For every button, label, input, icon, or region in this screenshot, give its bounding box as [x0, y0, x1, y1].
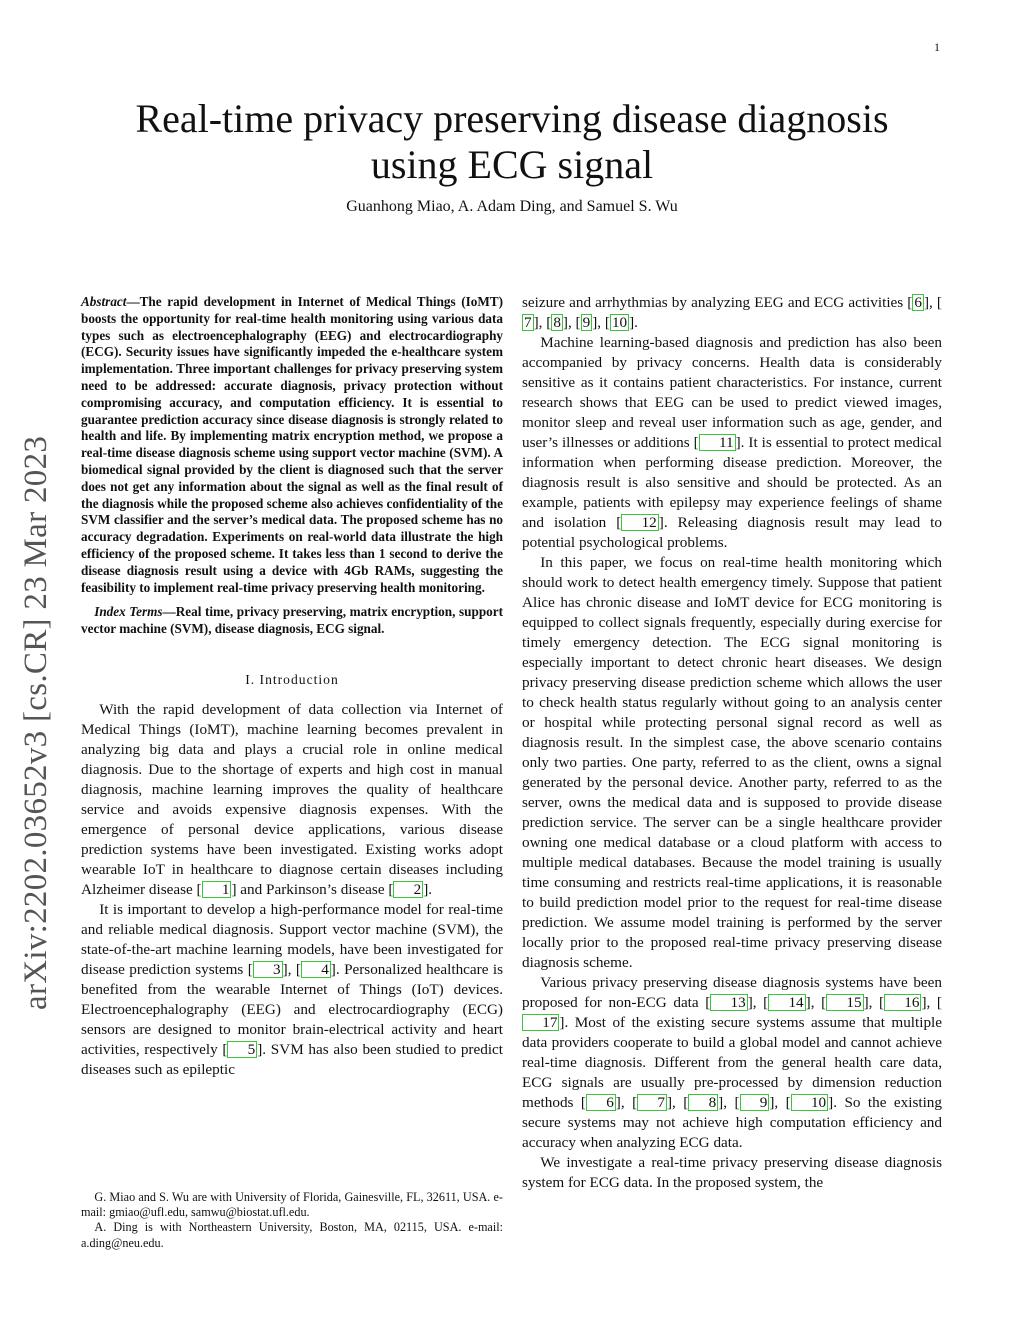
index-terms	[81, 604, 503, 638]
intro-paragraph-2: It is important to develop a high-performance model for real-time and reliable medical diagnosis. Support vector machine (SVM), the state-of-the-art machine learning models, have been investigated for disease prediction systems [ 3 ], [ 4 ]. Personalized healthcare is benefited from the wearable Internet of Things (IoT) devices. Electroencephalography (EEG) and electrocardiography (ECG) sensors are designed to monitor brain-electrical activity and heart activities, respectively [ 5 ]. SVM has also been studied to predict diseases such as epileptic	[81, 900, 504, 1078]
citation-link[interactable]: 12	[621, 514, 658, 531]
citation-link[interactable]: 9	[740, 1094, 770, 1111]
paragraph-text: Releasing diagnosis result may lead to potential psychological problems.	[522, 514, 942, 551]
citation-link[interactable]: 17	[522, 1014, 559, 1031]
right-paragraph-related-work: Various privacy preserving disease diagnosis systems have been proposed for non-ECG data [ 13 ], [ 14 ], [ 15 ], [ 16 ], [17 ]. Most of the existing secure systems assume that multiple data providers cooperate to build a global model and cannot achieve real-time diagnosis. Different from the general health care data, ECG signals are usually pre-processed by dimension reduction methods [ 6 ], [ 7 ], [ 8 ], [ 9 ], [ 10 ]. So the existing secure systems may not achieve high computation efficiency and accuracy when analyzing ECG data.	[522, 974, 942, 1151]
arxiv-identifier-stamp: arXiv:2202.03652v3 [cs.CR] 23 Mar 2023	[18, 435, 54, 1010]
paragraph-text: and Parkinson’s disease	[240, 880, 385, 898]
citation-link[interactable]: 15	[826, 994, 863, 1011]
citation-link[interactable]: 2	[393, 881, 423, 898]
footnote-affiliation-2: A. Ding is with Northeastern University, Boston, MA, 02115, USA. e-mail: a.ding@neu.edu.	[81, 1220, 503, 1250]
citation-link[interactable]: 7	[637, 1094, 667, 1111]
citation-link[interactable]: 8	[688, 1094, 718, 1111]
citation-link[interactable]: 7	[524, 314, 532, 331]
citation-link[interactable]: 16	[884, 994, 921, 1011]
right-paragraph-scenario: In this paper, we focus on real-time health monitoring which should work to detect health emergency timely. Suppose that patient Alice has chronic disease and IoMT device for ECG monitoring is equipped to collect signals frequently, especially during exercise for timely emergency detection. The ECG signal monitoring is especially important to detect chronic heart diseases. We design privacy preserving disease prediction scheme which allows the user to check health status regularly without going to an analysis center or hospital while protecting personal signal record as well as diagnosis result. In the simplest case, the above scenario contains only two parties. One party, referred to as the client, owns a signal generated by the personal device. Another party, referred to as the server, owns the medical data and is supposed to provide disease prediction service. The server can be a single healthcare provider owning one medical database or a cloud platform with access to multiple medical databases. Because the model training is usually time consuming and restricts real-time applications, it is reasonable to build prediction model prior to the request for real-time disease prediction. We assume model training is performed by the server locally prior to the proposed real-time privacy preserving disease diagnosis scheme.	[522, 554, 942, 971]
paragraph-text: So the existing secure systems may not achieve high computation efficiency and accuracy when analyzing ECG data.	[522, 1094, 942, 1151]
footnote-affiliation-1: G. Miao and S. Wu are with University of Florida, Gainesville, FL, 32611, USA. e-mail: gmiao@ufl.edu, samwu@biostat.ufl.edu.	[81, 1190, 503, 1220]
page-number: 1	[934, 40, 940, 54]
abstract-heading: Abstract	[81, 294, 127, 309]
section-heading-introduction: I. Introduction	[245, 671, 339, 687]
citation-link[interactable]: 11	[699, 434, 736, 451]
paragraph-text: Most of the existing secure systems assume that multiple data providers cooperate to build a global model and cannot achieve real-time diagnosis. Different from the general health care data, ECG signals are usually pre-processed by dimension reduction methods	[522, 1014, 942, 1111]
citation-link[interactable]: 6	[586, 1094, 616, 1111]
left-column	[81, 294, 503, 1080]
citation-link[interactable]: 6	[914, 294, 922, 311]
citation-link[interactable]: 13	[710, 994, 747, 1011]
right-paragraph-continued: seizure and arrhythmias by analyzing EEG and ECG activities [ 6 ], [7 ], [ 8 ], [ 9 ], [ 10 ].	[522, 294, 942, 331]
citation-link[interactable]: 3	[253, 961, 283, 978]
paragraph-text: seizure and arrhythmias by analyzing EEG and ECG activities	[522, 294, 904, 311]
right-paragraph-proposal: We investigate a real-time privacy preserving disease diagnosis system for ECG data. In the proposed system, the	[522, 1154, 942, 1191]
index-terms-heading: Index Terms	[94, 604, 163, 620]
paper-title	[60, 96, 964, 188]
paragraph-text: Personalized healthcare is benefited from the wearable Internet of Things (IoT) devices. Electroencephalography (EEG) and electrocardiography (ECG) sensors are designed to monitor brain-electrical activity and heart activities, respectively	[81, 960, 503, 1058]
citation-link[interactable]: 1	[202, 881, 232, 898]
citation-link[interactable]: 10	[611, 314, 628, 331]
paragraph-text: Machine learning-based diagnosis and prediction has also been accompanied by privacy concerns. Health data is considerably sensitive as it contains patient characteristics. For instance, current research shows that EEG can be used to predict viewed images, monitor sleep and reveal user information such as age, gender, and user’s illnesses or additions	[522, 334, 942, 451]
author-list: Guanhong Miao, A. Adam Ding, and Samuel S. Wu	[346, 198, 678, 215]
abstract-body: —The rapid development in Internet of Medical Things (IoMT) boosts the opportunity for real-time health monitoring using various data types such as electroencephalography (EEG) and electrocardiography (ECG). Security issues have significantly impeded the e-healthcare system implementation. Three important challenges for privacy preserving system need to be addressed: accurate diagnosis, privacy protection without compromising accuracy, and computation efficiency. It is essential to guarantee prediction accuracy since disease diagnosis is strongly related to health and life. By implementing matrix encryption method, we propose a real-time disease diagnosis scheme using support vector machine (SVM). A biomedical signal provided by the client is diagnosed such that the server does not get any information about the signal as well as the final result of the diagnosis while the proposed scheme also achieves confidentiality of the SVM classifier and the server’s medical data. The proposed scheme has no accuracy degradation. Experiments on real-world data illustrate the high efficiency of the proposed scheme. It takes less than 1 second to derive the disease diagnosis result using a device with 4Gb RAMs, suggesting the feasibility to implement real-time privacy preserving health monitoring.	[81, 294, 503, 595]
citation-link[interactable]: 5	[227, 1041, 257, 1058]
abstract	[81, 294, 503, 596]
paragraph-text: It is essential to protect medical information when performing disease prediction. Moreover, the diagnosis result is also sensitive and should be protected. As an example, patients with epilepsy may experience feelings of shame and isolation	[522, 434, 942, 531]
right-paragraph-privacy: Machine learning-based diagnosis and prediction has also been accompanied by privacy concerns. Health data is considerably sensitive as it contains patient characteristics. For instance, current research shows that EEG can be used to predict viewed images, monitor sleep and reveal user information such as age, gender, and user’s illnesses or additions [ 11 ]. It is essential to protect medical information when performing disease prediction. Moreover, the diagnosis result is also sensitive and should be protected. As an example, patients with epilepsy may experience feelings of shame and isolation [ 12 ]. Releasing diagnosis result may lead to potential psychological problems.	[522, 334, 942, 551]
index-terms-body: —Real time, privacy preserving, matrix encryption, support vector machine (SVM), disease diagnosis, ECG signal.	[81, 604, 503, 637]
citation-link[interactable]: 9	[582, 314, 591, 331]
paragraph-text: With the rapid development of data collection via Internet of Medical Things (IoMT), machine learning becomes prevalent in analyzing big data and plays a crucial role in online medical diagnosis. Due to the shortage of experts and high cost in manual diagnosis, machine learning improves the quality of healthcare service and avoids expensive diagnosis expenses. With the emergence of personal device applications, various disease prediction systems have been investigated. Existing works adopt wearable IoT in healthcare to diagnose certain diseases including Alzheimer disease	[81, 700, 503, 898]
paragraph-text: SVM has also been studied to predict diseases such as epileptic	[81, 1040, 504, 1078]
citation-link[interactable]: 10	[791, 1094, 828, 1111]
citation-link[interactable]: 14	[768, 994, 805, 1011]
citation-link[interactable]: 8	[553, 314, 561, 331]
paragraph-text: It is important to develop a high-performance model for real-time and reliable medical diagnosis. Support vector machine (SVM), the state-of-the-art machine learning models, have been investigated for disease prediction systems	[81, 900, 503, 978]
right-column	[522, 293, 942, 1193]
footnotes	[81, 1190, 503, 1251]
title-line-1: Real-time privacy preserving disease diagnosis	[135, 96, 889, 141]
citation-link[interactable]: 4	[301, 961, 331, 978]
intro-paragraph-1: With the rapid development of data collection via Internet of Medical Things (IoMT), machine learning becomes prevalent in analyzing big data and plays a crucial role in online medical diagnosis. Due to the shortage of experts and high cost in manual diagnosis, machine learning improves the quality of healthcare service and avoids expensive diagnosis expenses. With the emergence of personal device applications, various disease prediction systems have been investigated. Existing works adopt wearable IoT in healthcare to diagnose certain diseases including Alzheimer disease [ 1 ] and Parkinson’s disease [ 2 ].	[81, 700, 503, 898]
paragraph-text: Various privacy preserving disease diagnosis systems have been proposed for non-ECG data	[522, 974, 942, 1011]
title-line-2: using ECG signal	[370, 142, 654, 187]
